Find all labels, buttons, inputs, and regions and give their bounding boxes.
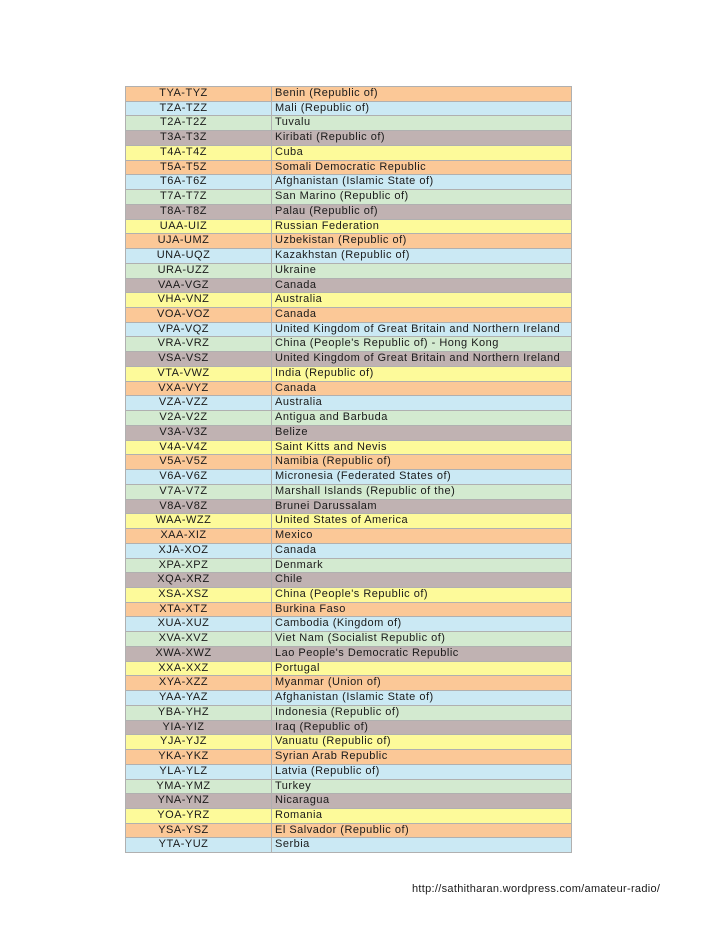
prefix-range-cell: XTA-XTZ [126, 603, 272, 617]
table-row [126, 676, 572, 691]
country-cell: Ukraine [272, 264, 572, 278]
prefix-range-cell: VTA-VWZ [126, 367, 272, 381]
prefix-range-cell: YIA-YIZ [126, 721, 272, 735]
country-cell: Cuba [272, 146, 572, 160]
prefix-range-cell: VAA-VGZ [126, 279, 272, 293]
country-cell: El Salvador (Republic of) [272, 824, 572, 838]
country-cell: Benin (Republic of) [272, 87, 572, 101]
prefix-range-cell: YSA-YSZ [126, 824, 272, 838]
country-cell: Canada [272, 544, 572, 558]
country-cell: United Kingdom of Great Britain and Northern Ireland [272, 323, 572, 337]
prefix-range-cell: V5A-V5Z [126, 455, 272, 469]
country-cell: Mexico [272, 529, 572, 543]
country-cell: Syrian Arab Republic [272, 750, 572, 764]
table-row [126, 647, 572, 662]
prefix-range-cell: VPA-VQZ [126, 323, 272, 337]
table-row [126, 706, 572, 721]
country-cell: Denmark [272, 559, 572, 573]
country-cell: Indonesia (Republic of) [272, 706, 572, 720]
table-row [126, 426, 572, 441]
country-cell: Australia [272, 396, 572, 410]
country-cell: Portugal [272, 662, 572, 676]
prefix-range-cell: YJA-YJZ [126, 735, 272, 749]
prefix-range-cell: V7A-V7Z [126, 485, 272, 499]
prefix-range-cell: VOA-VOZ [126, 308, 272, 322]
table-row [126, 603, 572, 618]
country-cell: Tuvalu [272, 116, 572, 130]
prefix-range-cell: XUA-XUZ [126, 617, 272, 631]
prefix-range-cell: VHA-VNZ [126, 293, 272, 307]
prefix-range-cell: YLA-YLZ [126, 765, 272, 779]
prefix-range-cell: YOA-YRZ [126, 809, 272, 823]
table-row [126, 750, 572, 765]
prefix-range-cell: T2A-T2Z [126, 116, 272, 130]
prefix-range-cell: TYA-TYZ [126, 87, 272, 101]
country-cell: Turkey [272, 780, 572, 794]
prefix-range-cell: TZA-TZZ [126, 102, 272, 116]
prefix-range-cell: XSA-XSZ [126, 588, 272, 602]
prefix-range-cell: UNA-UQZ [126, 249, 272, 263]
prefix-range-cell: V3A-V3Z [126, 426, 272, 440]
prefix-range-cell: VXA-VYZ [126, 382, 272, 396]
table-row [126, 87, 572, 102]
prefix-range-cell: XJA-XOZ [126, 544, 272, 558]
footer-url: http://sathitharan.wordpress.com/amateur-radio/ [412, 883, 661, 895]
prefix-range-cell: XWA-XWZ [126, 647, 272, 661]
country-cell: Somali Democratic Republic [272, 161, 572, 175]
table-row [126, 441, 572, 456]
table-row [126, 735, 572, 750]
table-row [126, 131, 572, 146]
country-cell: Russian Federation [272, 220, 572, 234]
table-row [126, 396, 572, 411]
prefix-range-cell: VRA-VRZ [126, 337, 272, 351]
table-row [126, 514, 572, 529]
table-row [126, 588, 572, 603]
prefix-range-cell: T7A-T7Z [126, 190, 272, 204]
table-row [126, 352, 572, 367]
table-row [126, 632, 572, 647]
prefix-range-cell: V4A-V4Z [126, 441, 272, 455]
prefix-range-cell: UAA-UIZ [126, 220, 272, 234]
prefix-range-cell: XPA-XPZ [126, 559, 272, 573]
prefix-range-cell: VSA-VSZ [126, 352, 272, 366]
country-cell: Australia [272, 293, 572, 307]
prefix-range-cell: T4A-T4Z [126, 146, 272, 160]
country-cell: Kiribati (Republic of) [272, 131, 572, 145]
prefix-range-cell: XAA-XIZ [126, 529, 272, 543]
country-cell: China (People's Republic of) - Hong Kong [272, 337, 572, 351]
table-row [126, 323, 572, 338]
country-cell: Canada [272, 308, 572, 322]
country-cell: Viet Nam (Socialist Republic of) [272, 632, 572, 646]
prefix-range-cell: V2A-V2Z [126, 411, 272, 425]
country-cell: Brunei Darussalam [272, 500, 572, 514]
prefix-range-cell: YKA-YKZ [126, 750, 272, 764]
prefix-range-cell: YTA-YUZ [126, 838, 272, 852]
table-row [126, 116, 572, 131]
table-row [126, 780, 572, 795]
table-row [126, 411, 572, 426]
prefix-range-cell: T6A-T6Z [126, 175, 272, 189]
prefix-range-cell: YMA-YMZ [126, 780, 272, 794]
prefix-range-cell: WAA-WZZ [126, 514, 272, 528]
table-row [126, 485, 572, 500]
country-cell: United Kingdom of Great Britain and Northern Ireland [272, 352, 572, 366]
country-cell: Palau (Republic of) [272, 205, 572, 219]
country-cell: Uzbekistan (Republic of) [272, 234, 572, 248]
country-cell: India (Republic of) [272, 367, 572, 381]
table-row [126, 249, 572, 264]
table-row [126, 220, 572, 235]
table-row [126, 146, 572, 161]
prefix-range-cell: URA-UZZ [126, 264, 272, 278]
country-cell: Cambodia (Kingdom of) [272, 617, 572, 631]
table-row [126, 234, 572, 249]
callsign-prefix-table [125, 86, 572, 853]
table-row [126, 809, 572, 824]
prefix-range-cell: V8A-V8Z [126, 500, 272, 514]
country-cell: Afghanistan (Islamic State of) [272, 175, 572, 189]
country-cell: Namibia (Republic of) [272, 455, 572, 469]
prefix-range-cell: YAA-YAZ [126, 691, 272, 705]
prefix-range-cell: T3A-T3Z [126, 131, 272, 145]
table-row [126, 190, 572, 205]
table-row [126, 279, 572, 294]
country-cell: Lao People's Democratic Republic [272, 647, 572, 661]
prefix-range-cell: VZA-VZZ [126, 396, 272, 410]
country-cell: Nicaragua [272, 794, 572, 808]
prefix-range-cell: T8A-T8Z [126, 205, 272, 219]
prefix-range-cell: YNA-YNZ [126, 794, 272, 808]
prefix-range-cell: XXA-XXZ [126, 662, 272, 676]
table-row [126, 559, 572, 574]
country-cell: Canada [272, 279, 572, 293]
table-row [126, 721, 572, 736]
table-row [126, 102, 572, 117]
country-cell: Burkina Faso [272, 603, 572, 617]
country-cell: Romania [272, 809, 572, 823]
table-row [126, 529, 572, 544]
country-cell: United States of America [272, 514, 572, 528]
country-cell: Afghanistan (Islamic State of) [272, 691, 572, 705]
country-cell: Canada [272, 382, 572, 396]
table-row [126, 544, 572, 559]
table-row [126, 691, 572, 706]
country-cell: Serbia [272, 838, 572, 852]
table-row [126, 617, 572, 632]
table-row [126, 161, 572, 176]
country-cell: Saint Kitts and Nevis [272, 441, 572, 455]
country-cell: China (People's Republic of) [272, 588, 572, 602]
prefix-range-cell: XVA-XVZ [126, 632, 272, 646]
table-row [126, 794, 572, 809]
country-cell: Vanuatu (Republic of) [272, 735, 572, 749]
prefix-range-cell: XYA-XZZ [126, 676, 272, 690]
country-cell: Antigua and Barbuda [272, 411, 572, 425]
table-row [126, 573, 572, 588]
table-row [126, 308, 572, 323]
country-cell: San Marino (Republic of) [272, 190, 572, 204]
prefix-range-cell: XQA-XRZ [126, 573, 272, 587]
table-row [126, 293, 572, 308]
table-row [126, 455, 572, 470]
table-row [126, 662, 572, 677]
prefix-range-cell: V6A-V6Z [126, 470, 272, 484]
prefix-range-cell: UJA-UMZ [126, 234, 272, 248]
prefix-range-cell: T5A-T5Z [126, 161, 272, 175]
table-row [126, 765, 572, 780]
country-cell: Marshall Islands (Republic of the) [272, 485, 572, 499]
country-cell: Belize [272, 426, 572, 440]
table-row [126, 175, 572, 190]
country-cell: Iraq (Republic of) [272, 721, 572, 735]
table-row [126, 367, 572, 382]
table-row [126, 205, 572, 220]
country-cell: Kazakhstan (Republic of) [272, 249, 572, 263]
country-cell: Myanmar (Union of) [272, 676, 572, 690]
table-row [126, 264, 572, 279]
table-row [126, 337, 572, 352]
table-row [126, 500, 572, 515]
table-row [126, 838, 572, 853]
country-cell: Chile [272, 573, 572, 587]
table-row [126, 382, 572, 397]
table-row [126, 824, 572, 839]
table-row [126, 470, 572, 485]
country-cell: Mali (Republic of) [272, 102, 572, 116]
country-cell: Latvia (Republic of) [272, 765, 572, 779]
country-cell: Micronesia (Federated States of) [272, 470, 572, 484]
prefix-range-cell: YBA-YHZ [126, 706, 272, 720]
